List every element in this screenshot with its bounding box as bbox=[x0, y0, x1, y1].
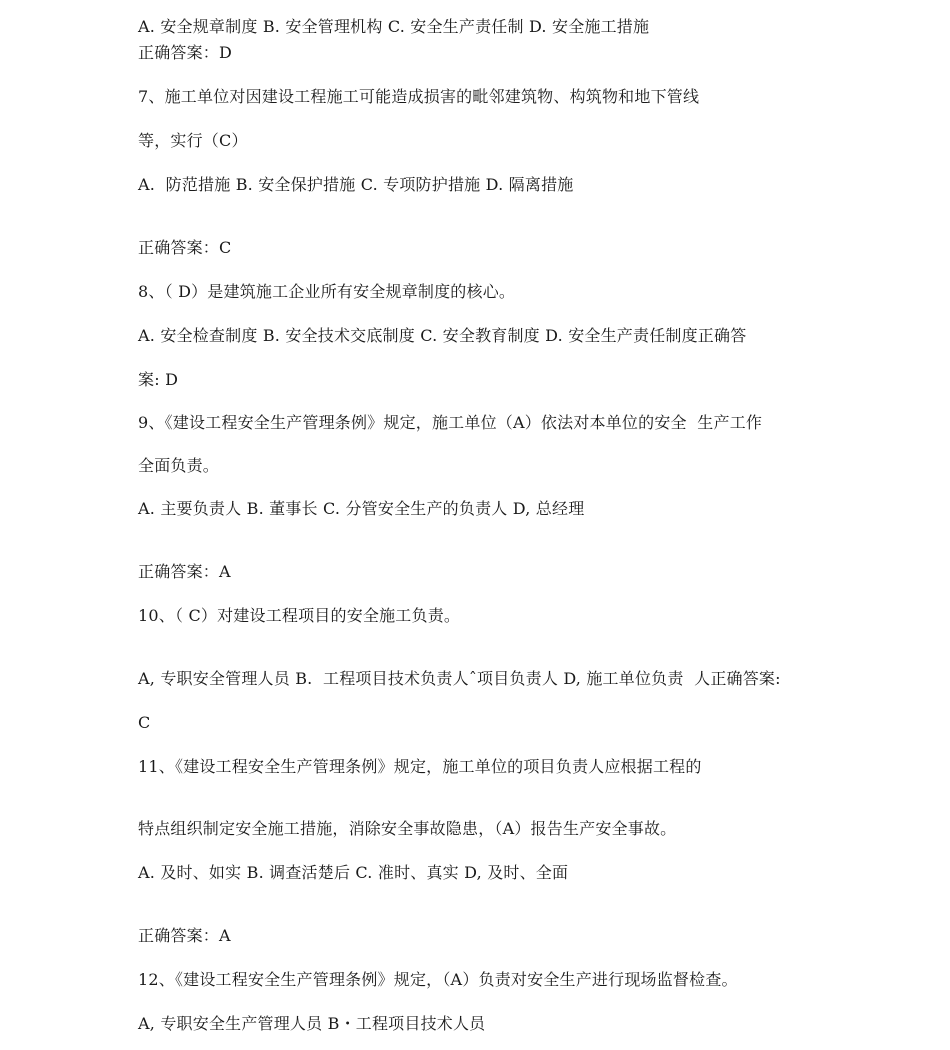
answer-line: 正确答案：D bbox=[138, 43, 233, 62]
question-line: 8、（ D）是建筑施工企业所有安全规章制度的核心。 bbox=[138, 282, 516, 301]
question-line: 12、《建设工程安全生产管理条例》规定，（A）负责对安全生产进行现场监督检查。 bbox=[138, 970, 738, 989]
question-line: 全面负责。 bbox=[138, 456, 220, 475]
answer-line: 正确答案：C bbox=[138, 238, 232, 257]
option-line: A. 主要负责人 B. 董事长 C. 分管安全生产的负责人 D, 总经理 bbox=[138, 499, 585, 518]
option-line: A, 专职安全生产管理人员 B・工程项目技术人员 bbox=[138, 1014, 486, 1033]
question-line: 10、（ C）对建设工程项目的安全施工负责。 bbox=[138, 606, 461, 625]
option-line: A. 防范措施 B. 安全保护措施 C. 专项防护措施 D. 隔离措施 bbox=[138, 175, 574, 194]
question-line: 11、《建设工程安全生产管理条例》规定，施工单位的项目负责人应根据工程的 bbox=[138, 757, 702, 776]
question-line: 9、《建设工程安全生产管理条例》规定，施工单位（A）依法对本单位的安全 生产工作 bbox=[138, 413, 763, 432]
question-line: 7、施工单位对因建设工程施工可能造成损害的毗邻建筑物、构筑物和地下管线 bbox=[138, 87, 700, 106]
answer-line: C bbox=[138, 713, 151, 732]
option-line: A. 及时、如实 B. 调查活楚后 C. 准时、真实 D, 及时、全面 bbox=[138, 863, 569, 882]
option-line: A, 专职安全管理人员 B. 工程项目技术负责人ˆ项目负责人 D, 施工单位负责 人正确答案: bbox=[138, 669, 781, 688]
question-line: 等，实行（C） bbox=[138, 131, 248, 150]
option-line: A. 安全规章制度 B. 安全管理机构 C. 安全生产责任制 D. 安全施工措施 bbox=[138, 17, 650, 36]
answer-line: 正确答案：A bbox=[138, 562, 231, 581]
question-line: 特点组织制定安全施工措施，消除安全事故隐患，（A）报告生产安全事故。 bbox=[138, 819, 677, 838]
answer-line: 案: D bbox=[138, 370, 179, 389]
option-line: A. 安全检查制度 B. 安全技术交底制度 C. 安全教育制度 D. 安全生产责任制度正确答 bbox=[138, 326, 747, 345]
answer-line: 正确答案：A bbox=[138, 926, 231, 945]
